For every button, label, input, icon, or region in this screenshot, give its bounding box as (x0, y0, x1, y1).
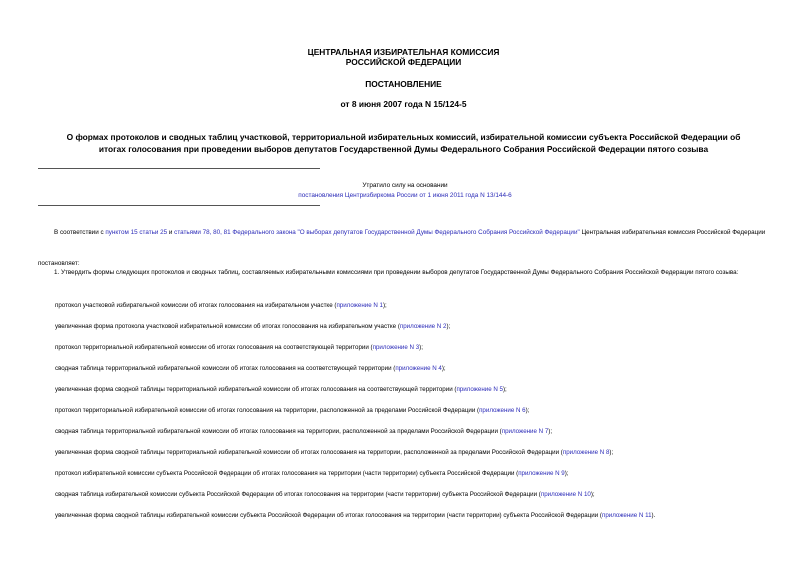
annex-item-end: ); (419, 344, 423, 351)
annex-list-item (55, 343, 775, 352)
divider-top (38, 168, 320, 169)
annex-item-text: увеличенная форма сводной таблицы избирательной комиссии субъекта Российской Федерации об итогах голосования на территории (части территории) субъекта Российской Федерации ( (55, 512, 602, 519)
annex-link[interactable]: приложение N 11 (601, 512, 652, 519)
annex-link[interactable]: приложение N 4 (395, 365, 442, 372)
preamble-prefix: В соответствии с (54, 229, 106, 236)
annex-item-end: ); (564, 470, 569, 477)
divider-bottom (38, 205, 320, 206)
preamble-suffix: Центральная избирательная комиссия Российской Федерации (579, 229, 766, 236)
annex-item-end: ). (651, 512, 656, 519)
annex-item-text: увеличенная форма сводной таблицы территориальной избирательной комиссии об итогах голосования на территории, расположенной за пределами Российской Федерации ( (55, 449, 563, 456)
annex-link[interactable]: приложение N 10 (540, 491, 591, 498)
annex-link[interactable]: приложение N 2 (399, 323, 447, 330)
annex-list-item (55, 364, 775, 373)
annex-item-text: протокол избирательной комиссии субъекта Российской Федерации об итогах голосования на территории (части территории) субъекта Российской Федерации ( (55, 470, 519, 477)
annex-item-end: ); (446, 323, 451, 330)
annex-item-text: сводная таблица территориальной избирательной комиссии об итогах голосования на территории, расположенной за пределами Российской Федерации ( (55, 428, 502, 435)
validity-link-line (180, 191, 630, 201)
annex-list-item (55, 385, 775, 394)
validity-note: Утратило силу на основании (362, 182, 448, 189)
annex-item-text: сводная таблица избирательной комиссии субъекта Российской Федерации об итогах голосования на территории (части территории) субъекта Российской Федерации ( (55, 491, 541, 498)
annex-list-item (55, 427, 775, 436)
annex-list-item (55, 469, 775, 478)
annex-item-end: ); (502, 386, 507, 393)
annex-item-text: сводная таблица территориальной избирательной комиссии об итогах голосования на соответствующей территории ( (55, 365, 396, 372)
annex-list-item (55, 322, 775, 331)
preamble-paragraph (38, 228, 768, 239)
law-articles-78-80-81-link[interactable]: статьями 78, 80, 81 Федерального закона "О выборах депутатов Государственной Думы Федерального Собрания Российской Федерации" (174, 229, 580, 236)
point-1-paragraph: 1. Утвердить формы следующих протоколов и сводных таблиц, составляемых избирательными комиссиями при проведении выборов депутатов Государственной Думы Федерального Собрания Российской Федерации пятого созыва: (54, 269, 739, 276)
document-type: ПОСТАНОВЛЕНИЕ (365, 79, 442, 89)
annex-link[interactable]: приложение N 3 (372, 344, 420, 351)
org-name-line2: РОССИЙСКОЙ ФЕДЕРАЦИИ (345, 57, 462, 67)
annex-link[interactable]: приложение N 7 (501, 428, 549, 435)
annex-list-item (55, 511, 775, 520)
annex-list-item (55, 490, 775, 499)
org-name-line1: ЦЕНТРАЛЬНАЯ ИЗБИРАТЕЛЬНАЯ КОМИССИЯ (307, 47, 500, 57)
annex-list-item (55, 406, 775, 415)
annex-link[interactable]: приложение N 5 (456, 386, 503, 393)
annex-item-text: протокол участковой избирательной комиссии об итогах голосования на избирательном участке ( (55, 302, 337, 309)
annex-list-item (55, 448, 775, 457)
annex-item-end: ); (609, 449, 614, 456)
annex-item-end: ); (382, 302, 387, 309)
law-article-25-link[interactable]: пунктом 15 статьи 25 (105, 229, 168, 236)
document-date-number: от 8 июня 2007 года N 15/124-5 (340, 99, 467, 109)
annex-link[interactable]: приложение N 9 (518, 470, 565, 477)
annex-link[interactable]: приложение N 1 (336, 302, 383, 309)
annex-item-end: ); (525, 407, 530, 414)
annex-item-end: ); (590, 491, 595, 498)
annex-item-end: ); (548, 428, 553, 435)
annex-item-text: протокол территориальной избирательной комиссии об итогах голосования на территории, расположенной за пределами Российской Федерации ( (55, 407, 480, 414)
annex-item-text: увеличенная форма протокола участковой избирательной комиссии об итогах голосования на избирательном участке ( (55, 323, 400, 330)
annex-link[interactable]: приложение N 8 (562, 449, 610, 456)
decree-word: постановляет: (38, 260, 80, 267)
document-title-line1: О формах протоколов и сводных таблиц участковой, территориальной избирательных комиссий, избирательной комиссии субъекта Российской Федерации об (66, 132, 741, 142)
preamble-mid: и (167, 229, 175, 236)
annex-item-end: ); (441, 365, 446, 372)
annex-link[interactable]: приложение N 6 (479, 407, 526, 414)
annex-item-text: протокол территориальной избирательной комиссии об итогах голосования на соответствующей территории ( (55, 344, 373, 351)
document-title-line2: итогах голосования при проведении выборов депутатов Государственной Думы Федерального Собрания Российской Федерации пятого созыва (98, 144, 709, 154)
repeal-decree-link[interactable]: постановления Центризбиркома России от 1 июня 2011 года N 13/144-6 (298, 192, 512, 199)
annex-list-item (55, 301, 775, 310)
annex-item-text: увеличенная форма сводной таблицы территориальной избирательной комиссии об итогах голосования на соответствующей территории ( (55, 386, 457, 393)
